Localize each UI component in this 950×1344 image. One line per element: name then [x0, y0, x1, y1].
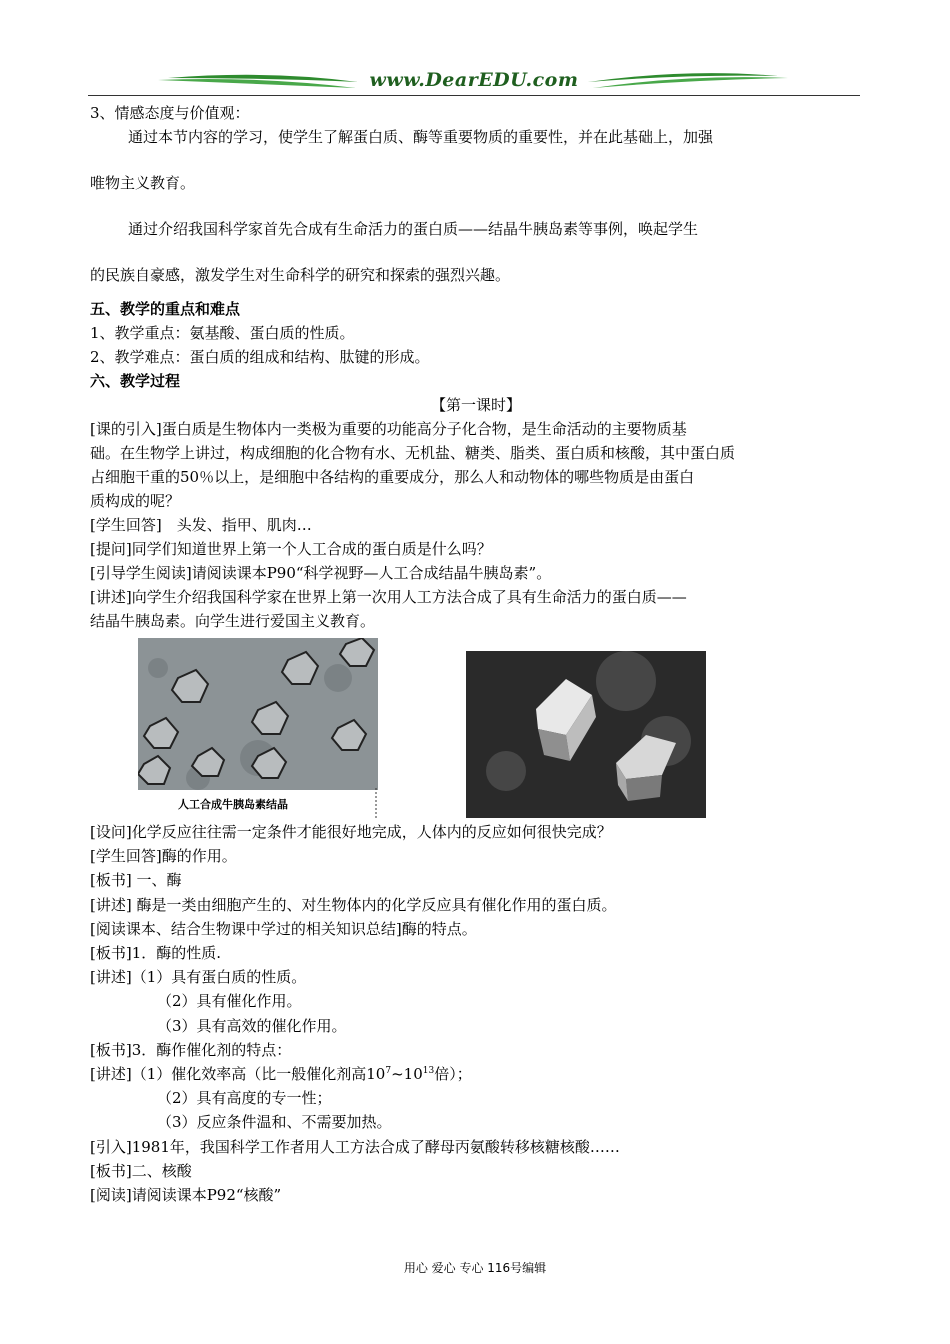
paragraph-line: 质构成的呢？	[90, 492, 181, 510]
paragraph-line: [学生回答] 头发、指甲、肌肉…	[90, 516, 312, 534]
superscript: 7	[385, 1066, 392, 1077]
header-divider	[88, 95, 860, 96]
paragraph-line: （2）具有高度的专一性；	[157, 1089, 332, 1108]
site-header-logo	[88, 68, 860, 98]
paragraph-line: [课的引入]蛋白质是生物体内一类极为重要的功能高分子化合物，是生命活动的主要物质基	[90, 420, 687, 438]
paragraph-line	[90, 1062, 862, 1086]
paragraph-line: [板书]3．酶作催化剂的特点：	[90, 1040, 292, 1059]
paragraph-line: （3）具有高效的催化作用。	[157, 1016, 347, 1035]
paragraph-line: 占细胞干重的50％以上，是细胞中各结构的重要成分，那么人和动物体的哪些物质是由蛋白	[90, 468, 695, 486]
insulin-crystal-figures	[138, 638, 708, 818]
paragraph-line: [引入]1981年，我国科学工作者用人工方法合成了酵母丙氨酸转移核糖核酸……	[90, 1137, 620, 1156]
paragraph-line: 的民族自豪感，激发学生对生命科学的研究和探索的强烈兴趣。	[90, 266, 511, 284]
text-span: [讲述]（1）催化效率高（比一般催化剂高10	[90, 1065, 386, 1084]
site-logo-text[interactable]: www.DearEDU.com	[369, 69, 579, 91]
paragraph-line: 1、教学重点：氨基酸、蛋白质的性质。	[90, 324, 355, 342]
paragraph-line: [引导学生阅读]请阅读课本P90“科学视野—人工合成结晶牛胰岛素”。	[90, 564, 552, 582]
paragraph-line: 础。在生物学上讲过，构成细胞的化合物有水、无机盐、糖类、脂类、蛋白质和核酸，其中蛋白质	[90, 444, 736, 462]
paragraph-line: （2）具有催化作用。	[157, 992, 302, 1011]
section-heading-key-points: 五、教学的重点和难点	[90, 300, 241, 318]
paragraph-line: 通过介绍我国科学家首先合成有生命活力的蛋白质——结晶牛胰岛素等事例，唤起学生	[128, 220, 699, 238]
paragraph-line: [设问]化学反应往往需一定条件才能很好地完成，人体内的反应如何很快完成？	[90, 823, 612, 841]
paragraph-line: [讲述]（1）具有蛋白质的性质。	[90, 968, 307, 987]
paragraph-line: 通过本节内容的学习，使学生了解蛋白质、酶等重要物质的重要性，并在此基础上，加强	[128, 128, 714, 146]
paragraph-line: 2、教学难点：蛋白质的组成和结构、肽键的形成。	[90, 348, 430, 366]
section-title-attitude: 3、情感态度与价值观：	[90, 104, 250, 122]
paragraph-line: [讲述] 酶是一类由细胞产生的、对生物体内的化学反应具有催化作用的蛋白质。	[90, 895, 617, 914]
insulin-crystal-micrograph	[138, 638, 378, 818]
superscript: 13	[422, 1066, 435, 1077]
paragraph-line: [阅读课本、结合生物课中学过的相关知识总结]酶的特点。	[90, 919, 477, 938]
paragraph-line: [学生回答]酶的作用。	[90, 847, 237, 866]
section-heading-process: 六、教学过程	[90, 372, 181, 390]
document-body-top	[90, 101, 862, 633]
insulin-crystal-photo	[466, 651, 706, 818]
paragraph-line: [板书] 一、酶	[90, 871, 182, 890]
paragraph-line: [板书]二、核酸	[90, 1161, 192, 1180]
paragraph-line: （3）反应条件温和、不需要加热。	[157, 1113, 392, 1132]
paragraph-line: 唯物主义教育。	[90, 174, 196, 192]
paragraph-line: [讲述]向学生介绍我国科学家在世界上第一次用人工方法合成了具有生命活力的蛋白质——	[90, 588, 687, 606]
document-body-bottom	[90, 820, 862, 1207]
paragraph-line: [提问]同学们知道世界上第一个人工合成的蛋白质是什么吗？	[90, 540, 492, 558]
paragraph-line: 结晶牛胰岛素。向学生进行爱国主义教育。	[90, 612, 376, 630]
paragraph-line: [阅读]请阅读课本P92“核酸”	[90, 1186, 282, 1205]
text-span: ~10	[391, 1065, 423, 1084]
page-footer: 用心 爱心 专心 116号编辑	[403, 1261, 547, 1275]
text-span: 倍）；	[434, 1065, 472, 1084]
paragraph-line: [板书]1．酶的性质.	[90, 944, 222, 963]
lesson-title: 【第一课时】	[430, 396, 521, 414]
figure-caption: 人工合成牛胰岛素结晶	[178, 798, 288, 811]
